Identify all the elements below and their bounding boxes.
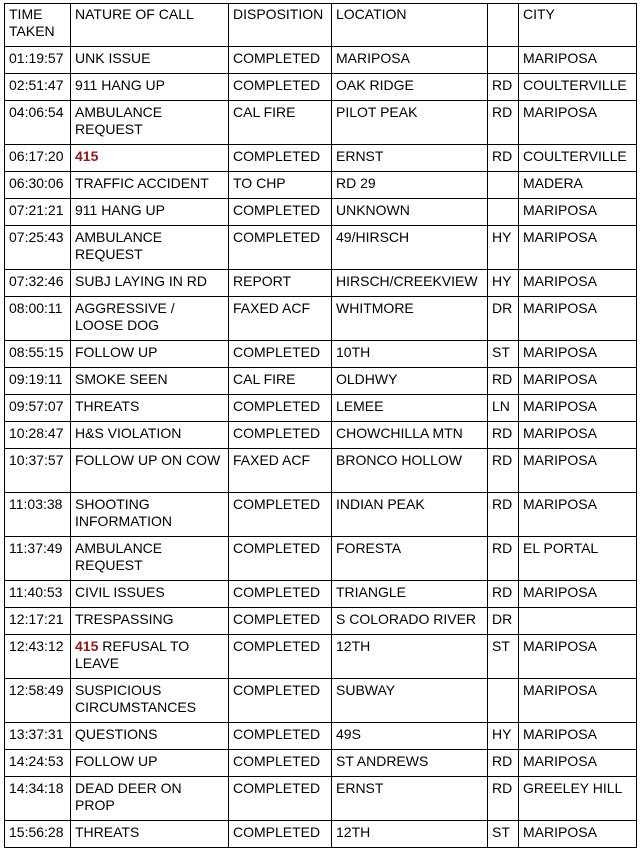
cell-city: MARIPOSA (519, 101, 637, 145)
call-code: 415 (75, 148, 99, 164)
cell-disposition: COMPLETED (229, 199, 332, 226)
table-row (5, 395, 637, 422)
table-row (5, 821, 637, 848)
cell-disposition: COMPLETED (229, 493, 332, 537)
cell-disposition: COMPLETED (229, 635, 332, 679)
cell-disposition: COMPLETED (229, 777, 332, 821)
cell-time: 06:17:20 (5, 145, 71, 172)
nature-text: 911 HANG UP (75, 202, 165, 218)
cell-suffix: RD (488, 449, 519, 493)
nature-text: CIVIL ISSUES (75, 584, 165, 600)
header-city: CITY (519, 4, 637, 47)
cell-location: OAK RIDGE (332, 74, 488, 101)
header-row (5, 4, 637, 47)
nature-text: AGGRESSIVE / LOOSE DOG (75, 300, 175, 333)
cell-nature (71, 635, 229, 679)
cell-location: ERNST (332, 777, 488, 821)
cell-city: COULTERVILLE (519, 145, 637, 172)
nature-text: DEAD DEER ON PROP (75, 780, 182, 813)
nature-text: SMOKE SEEN (75, 371, 168, 387)
table-row (5, 199, 637, 226)
cell-nature (71, 493, 229, 537)
cell-time: 08:00:11 (5, 297, 71, 341)
cell-city: MARIPOSA (519, 341, 637, 368)
cell-time: 15:56:28 (5, 821, 71, 848)
table-row (5, 74, 637, 101)
cell-city: MARIPOSA (519, 635, 637, 679)
table-row (5, 537, 637, 581)
cell-city: MARIPOSA (519, 493, 637, 537)
cell-suffix: DR (488, 297, 519, 341)
cell-city: MARIPOSA (519, 199, 637, 226)
cell-city: MARIPOSA (519, 581, 637, 608)
cell-nature (71, 581, 229, 608)
cell-nature (71, 750, 229, 777)
cell-location: S COLORADO RIVER (332, 608, 488, 635)
cell-disposition: COMPLETED (229, 723, 332, 750)
cell-location: HIRSCH/CREEKVIEW (332, 270, 488, 297)
cell-nature (71, 199, 229, 226)
table-row (5, 581, 637, 608)
cell-city (519, 608, 637, 635)
cell-location: TRIANGLE (332, 581, 488, 608)
header-time: TIME TAKEN (5, 4, 71, 47)
cell-location: CHOWCHILLA MTN (332, 422, 488, 449)
cell-disposition: CAL FIRE (229, 368, 332, 395)
cell-city: MARIPOSA (519, 679, 637, 723)
cell-nature (71, 145, 229, 172)
cell-location: 12TH (332, 635, 488, 679)
cell-suffix: RD (488, 537, 519, 581)
cell-time: 14:34:18 (5, 777, 71, 821)
cell-suffix: LN (488, 395, 519, 422)
table-row (5, 608, 637, 635)
table-row (5, 679, 637, 723)
cell-city: MARIPOSA (519, 47, 637, 74)
nature-text: FOLLOW UP ON COW (75, 452, 221, 468)
cell-suffix: RD (488, 145, 519, 172)
cell-city: MARIPOSA (519, 368, 637, 395)
cell-time: 07:25:43 (5, 226, 71, 270)
cell-suffix: HY (488, 226, 519, 270)
cell-disposition: COMPLETED (229, 226, 332, 270)
table-row (5, 750, 637, 777)
cell-city: MARIPOSA (519, 750, 637, 777)
cell-location: 10TH (332, 341, 488, 368)
cell-time: 08:55:15 (5, 341, 71, 368)
cell-time: 07:21:21 (5, 199, 71, 226)
cell-nature (71, 297, 229, 341)
cell-suffix: RD (488, 777, 519, 821)
cell-location: FORESTA (332, 537, 488, 581)
cell-disposition: FAXED ACF (229, 449, 332, 493)
cell-nature (71, 777, 229, 821)
cell-nature (71, 608, 229, 635)
cell-suffix: RD (488, 74, 519, 101)
table-row (5, 47, 637, 74)
cell-disposition: COMPLETED (229, 145, 332, 172)
cell-suffix: RD (488, 422, 519, 449)
nature-text: TRAFFIC ACCIDENT (75, 175, 209, 191)
cell-location: SUBWAY (332, 679, 488, 723)
nature-text: QUESTIONS (75, 726, 158, 742)
cell-location: 49/HIRSCH (332, 226, 488, 270)
cell-disposition: COMPLETED (229, 821, 332, 848)
cell-city: EL PORTAL (519, 537, 637, 581)
nature-text: TRESPASSING (75, 611, 174, 627)
cell-city: MARIPOSA (519, 821, 637, 848)
nature-text: 911 HANG UP (75, 77, 165, 93)
cell-suffix: HY (488, 723, 519, 750)
cell-nature (71, 537, 229, 581)
table-row (5, 777, 637, 821)
cell-nature (71, 172, 229, 199)
cell-suffix: ST (488, 341, 519, 368)
table-row (5, 493, 637, 537)
cell-disposition: COMPLETED (229, 537, 332, 581)
nature-text: UNK ISSUE (75, 50, 151, 66)
cell-nature (71, 226, 229, 270)
cell-suffix (488, 47, 519, 74)
nature-text: FOLLOW UP (75, 753, 158, 769)
cell-suffix: RD (488, 581, 519, 608)
cell-nature (71, 422, 229, 449)
cell-suffix: RD (488, 368, 519, 395)
header-disposition: DISPOSITION (229, 4, 332, 47)
cell-nature (71, 74, 229, 101)
cell-location: LEMEE (332, 395, 488, 422)
nature-text: THREATS (75, 824, 140, 840)
cell-location: ERNST (332, 145, 488, 172)
cell-city: MARIPOSA (519, 449, 637, 493)
cell-city: MARIPOSA (519, 270, 637, 297)
nature-text: REFUSAL TO LEAVE (75, 638, 190, 671)
cell-location: UNKNOWN (332, 199, 488, 226)
cell-disposition: COMPLETED (229, 608, 332, 635)
cell-disposition: COMPLETED (229, 581, 332, 608)
cell-nature (71, 723, 229, 750)
cell-disposition: TO CHP (229, 172, 332, 199)
cell-nature (71, 679, 229, 723)
cell-nature (71, 368, 229, 395)
cell-time: 01:19:57 (5, 47, 71, 74)
cell-nature (71, 341, 229, 368)
cell-suffix (488, 679, 519, 723)
header-location: LOCATION (332, 4, 488, 47)
cell-time: 09:57:07 (5, 395, 71, 422)
cell-time: 10:28:47 (5, 422, 71, 449)
table-row (5, 297, 637, 341)
table-row (5, 270, 637, 297)
cell-nature (71, 270, 229, 297)
cell-disposition: COMPLETED (229, 341, 332, 368)
cell-nature (71, 101, 229, 145)
cell-location: OLDHWY (332, 368, 488, 395)
cell-time: 11:03:38 (5, 493, 71, 537)
cell-time: 12:58:49 (5, 679, 71, 723)
cell-suffix (488, 172, 519, 199)
cell-disposition: CAL FIRE (229, 101, 332, 145)
call-log-body (5, 47, 637, 848)
cell-location: PILOT PEAK (332, 101, 488, 145)
cell-suffix: RD (488, 101, 519, 145)
cell-suffix: DR (488, 608, 519, 635)
cell-nature (71, 449, 229, 493)
cell-time: 10:37:57 (5, 449, 71, 493)
cell-suffix: RD (488, 750, 519, 777)
cell-city: MARIPOSA (519, 297, 637, 341)
cell-suffix: ST (488, 635, 519, 679)
nature-text: SUSPICIOUS CIRCUMSTANCES (75, 682, 197, 715)
cell-disposition: COMPLETED (229, 679, 332, 723)
nature-text: SUBJ LAYING IN RD (75, 273, 207, 289)
call-log-table (4, 3, 637, 848)
table-row (5, 368, 637, 395)
table-row (5, 422, 637, 449)
cell-time: 06:30:06 (5, 172, 71, 199)
cell-location: RD 29 (332, 172, 488, 199)
table-row (5, 723, 637, 750)
header-nature: NATURE OF CALL (71, 4, 229, 47)
cell-city: COULTERVILLE (519, 74, 637, 101)
cell-time: 04:06:54 (5, 101, 71, 145)
table-row (5, 172, 637, 199)
cell-location: BRONCO HOLLOW (332, 449, 488, 493)
cell-location: 12TH (332, 821, 488, 848)
table-row (5, 226, 637, 270)
cell-suffix: ST (488, 821, 519, 848)
cell-time: 14:24:53 (5, 750, 71, 777)
cell-location: ST ANDREWS (332, 750, 488, 777)
cell-disposition: COMPLETED (229, 74, 332, 101)
cell-suffix: HY (488, 270, 519, 297)
nature-text: AMBULANCE REQUEST (75, 104, 163, 137)
cell-city: MARIPOSA (519, 723, 637, 750)
cell-disposition: COMPLETED (229, 395, 332, 422)
cell-disposition: FAXED ACF (229, 297, 332, 341)
cell-disposition: COMPLETED (229, 47, 332, 74)
cell-suffix: RD (488, 493, 519, 537)
nature-text: H&S VIOLATION (75, 425, 182, 441)
cell-disposition: COMPLETED (229, 422, 332, 449)
cell-time: 13:37:31 (5, 723, 71, 750)
cell-nature (71, 47, 229, 74)
table-row (5, 635, 637, 679)
call-code: 415 (75, 638, 99, 654)
cell-time: 12:43:12 (5, 635, 71, 679)
table-row (5, 341, 637, 368)
nature-text: AMBULANCE REQUEST (75, 229, 163, 262)
cell-time: 02:51:47 (5, 74, 71, 101)
cell-time: 12:17:21 (5, 608, 71, 635)
table-row (5, 145, 637, 172)
cell-suffix (488, 199, 519, 226)
cell-city: MADERA (519, 172, 637, 199)
table-row (5, 449, 637, 493)
cell-nature (71, 821, 229, 848)
cell-disposition: COMPLETED (229, 750, 332, 777)
cell-location: MARIPOSA (332, 47, 488, 74)
nature-text: SHOOTING INFORMATION (75, 496, 172, 529)
nature-text: FOLLOW UP (75, 344, 158, 360)
cell-location: WHITMORE (332, 297, 488, 341)
cell-city: GREELEY HILL (519, 777, 637, 821)
cell-location: 49S (332, 723, 488, 750)
cell-nature (71, 395, 229, 422)
nature-text: AMBULANCE REQUEST (75, 540, 163, 573)
cell-city: MARIPOSA (519, 395, 637, 422)
cell-disposition: REPORT (229, 270, 332, 297)
nature-text: THREATS (75, 398, 140, 414)
cell-city: MARIPOSA (519, 226, 637, 270)
cell-location: INDIAN PEAK (332, 493, 488, 537)
cell-time: 09:19:11 (5, 368, 71, 395)
header-suffix (488, 4, 519, 47)
cell-time: 07:32:46 (5, 270, 71, 297)
table-row (5, 101, 637, 145)
cell-time: 11:37:49 (5, 537, 71, 581)
cell-city: MARIPOSA (519, 422, 637, 449)
cell-time: 11:40:53 (5, 581, 71, 608)
